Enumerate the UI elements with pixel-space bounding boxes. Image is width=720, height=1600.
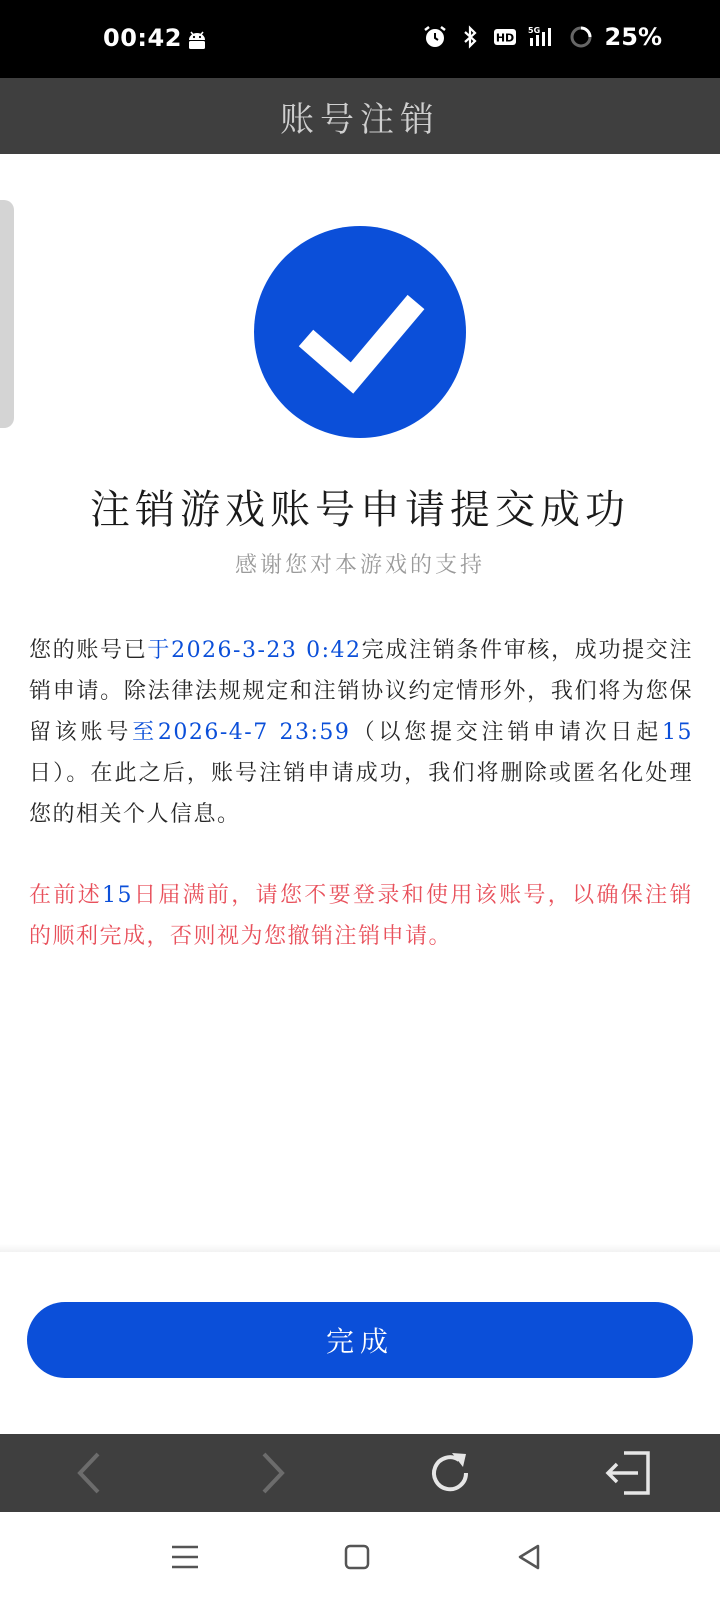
desc-text-1: 您的账号已 (29, 638, 148, 663)
system-nav-bar (0, 1512, 720, 1600)
retention-deadline: 至2026-4-7 23:59 (132, 720, 351, 745)
battery-level: 25% (604, 23, 662, 51)
battery-ring-icon (568, 24, 594, 50)
status-bar (0, 0, 720, 78)
page-title-bar (0, 78, 720, 154)
check-circle-icon (254, 226, 466, 438)
android-icon (186, 30, 208, 52)
login-warning (29, 875, 693, 957)
bluetooth-icon (457, 24, 483, 50)
desc-text-2: 完成注销条件审核，成功提交注销申请。除法律法规规定和注销协议约定情形外，我们将为您保留该账号 (29, 638, 693, 745)
desc-text-3: （以您提交注销申请次日起 (350, 720, 662, 745)
svg-text:5G: 5G (527, 26, 540, 35)
alarm-icon (422, 24, 448, 50)
back-triangle-icon[interactable] (512, 1540, 546, 1574)
retention-days: 15 (661, 720, 693, 745)
svg-text:HD: HD (495, 31, 514, 45)
footer-divider (0, 1244, 720, 1252)
refresh-icon[interactable] (425, 1448, 475, 1498)
side-drawer-handle[interactable] (0, 200, 14, 428)
hd-icon (492, 24, 518, 50)
warning-text-1: 在前述 (29, 883, 103, 908)
warning-text-2: 日届满前，请您不要登录和使用该账号，以确保注销的顺利完成，否则视为您撤销注销申请。 (29, 883, 693, 949)
5g-signal-icon (527, 24, 559, 50)
page-title: 账号注销 (280, 99, 440, 140)
success-title: 注销游戏账号申请提交成功 (90, 487, 630, 533)
home-icon[interactable] (340, 1540, 374, 1574)
forward-icon[interactable] (246, 1448, 296, 1498)
status-time: 00:42 (103, 24, 182, 52)
browser-nav-bar (0, 1434, 720, 1512)
warning-days: 15 (102, 883, 134, 908)
done-button[interactable]: 完成 (27, 1302, 693, 1378)
status-icons (422, 22, 662, 52)
desc-text-4: 日）。在此之后，账号注销申请成功，我们将删除或匿名化处理您的相关个人信息。 (29, 761, 693, 827)
submit-time: 于2026-3-23 0:42 (147, 638, 362, 663)
success-subtitle: 感谢您对本游戏的支持 (234, 553, 485, 578)
back-icon[interactable] (66, 1448, 116, 1498)
menu-icon[interactable] (168, 1540, 202, 1574)
exit-icon[interactable] (604, 1448, 654, 1498)
cancellation-description (29, 630, 693, 835)
